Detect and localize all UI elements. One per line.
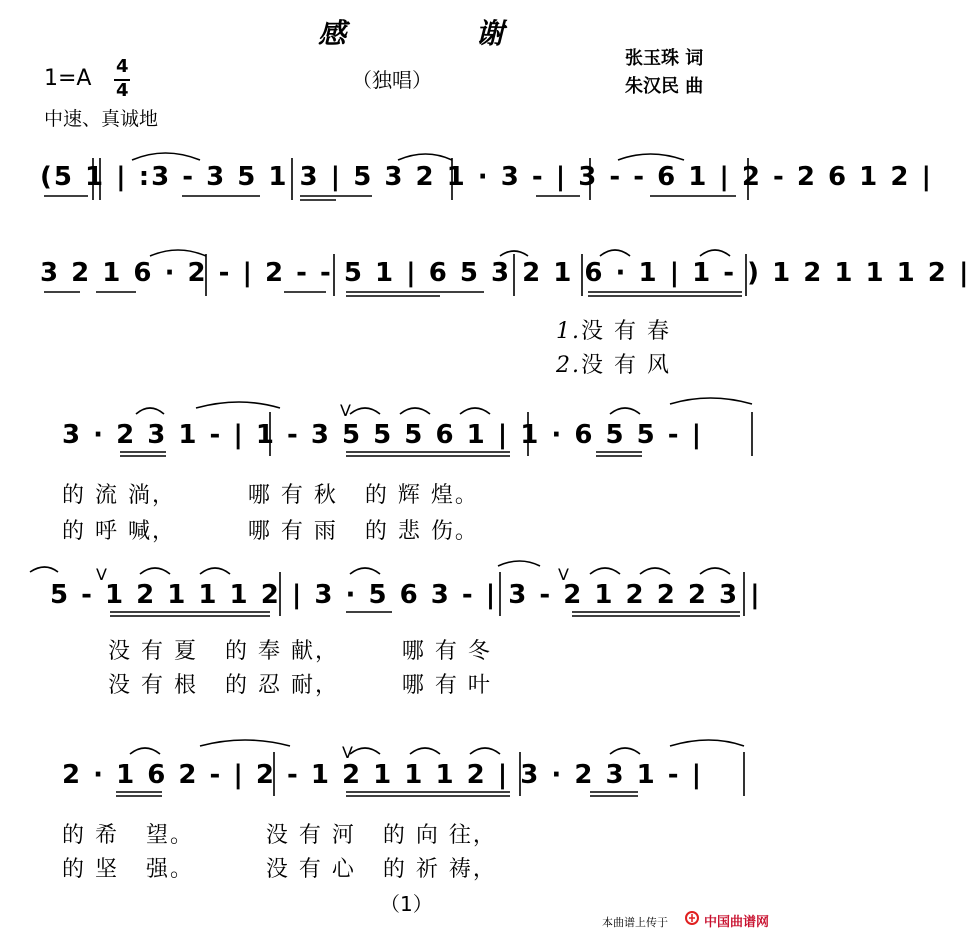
tempo-marking: 中速、真诚地 [44,108,159,130]
time-signature-top: 4 [116,56,129,77]
slur [350,748,380,754]
composer-credit: 朱汉民 曲 [625,76,704,97]
slur [610,408,640,414]
slur [460,408,490,414]
verse-number-1: 1. [556,319,581,344]
slur [350,408,380,414]
slur [140,568,170,574]
slur [498,561,540,566]
lyric-row-5-verse-1: 的 希 望。 没 有 河 的 向 往， [62,823,497,848]
slur [410,748,440,754]
lyricist-credit: 张玉珠 词 [625,48,704,69]
time-signature-bottom: 4 [116,80,129,101]
breath-mark: V [340,401,351,420]
song-title: 感 谢 [318,17,564,50]
slur [590,568,620,574]
score-line-2: 3 2 1 6 · 2 - | 2 - - 5 1 | 6 5 3 2 1 6 · 1 | 1 - ) 1 2 1 1 1 2 | [40,258,970,288]
lyric-row-4-verse-2: 没 有 根 的 忍 耐， 哪 有 叶 [108,673,492,698]
slur [136,408,164,414]
score-line-4: 5 - 1 2 1 1 1 2 | 3 · 5 6 3 - | 3 - 2 1 2 2 2 3 | [50,580,762,610]
slur [700,250,730,256]
slur [610,748,640,754]
key-signature: 1=A [44,66,92,91]
slur [618,154,684,160]
score-line-3: 3 · 2 3 1 - | 1 - 3 5 5 5 6 1 | 1 · 6 5 5 - | [62,420,704,450]
slur [670,740,744,746]
slur [470,748,500,754]
verse-number-2: 2. [556,353,581,378]
score-line-1: (5 1 | :3 - 3 5 1 3 | 5 3 2 1 · 3 - | 3 - - 6 1 | 2 - 2 6 1 2 | [40,162,933,192]
lyric-row-4-verse-1: 没 有 夏 的 奉 献， 哪 有 冬 [108,639,492,664]
breath-mark: V [96,565,107,584]
performance-type: （独唱） [352,68,432,92]
slur [196,402,280,408]
slur [200,740,290,746]
barline [206,254,746,296]
upload-note: 本曲谱上传于 [602,916,668,929]
site-logo-icon [685,911,699,925]
slur [150,250,206,256]
site-name: 中国曲谱网 [704,915,770,930]
score-line-5: 2 · 1 6 2 - | 2 - 1 2 1 1 1 2 | 3 · 2 3 1 - | [62,760,704,790]
breath-mark: V [558,565,569,584]
slur [350,568,380,574]
slur [30,567,58,572]
lyric-row-3-verse-1: 的 流 淌， 哪 有 秋 的 辉 煌。 [62,483,479,508]
slur [400,408,430,414]
breath-mark: V [342,743,353,762]
slur [130,748,160,754]
slur [398,154,452,160]
slur [700,568,730,574]
slur [132,153,200,160]
slur [200,568,230,574]
beam [120,452,642,456]
slur [640,568,670,574]
beam [116,792,638,796]
beam [110,612,740,616]
lyric-text: 没 有 风 [581,353,671,378]
lyric-row-5-verse-2: 的 坚 强。 没 有 心 的 祈 祷， [62,857,497,882]
lyric-row-3-verse-2: 的 呼 喊， 哪 有 雨 的 悲 伤。 [62,519,479,544]
page-number: （1） [380,892,433,916]
beam [44,196,736,200]
barline [280,572,744,616]
slur [600,250,630,256]
slur [670,398,752,404]
beam [44,292,742,296]
lyric-text: 没 有 春 [581,319,671,344]
barline [93,158,748,200]
